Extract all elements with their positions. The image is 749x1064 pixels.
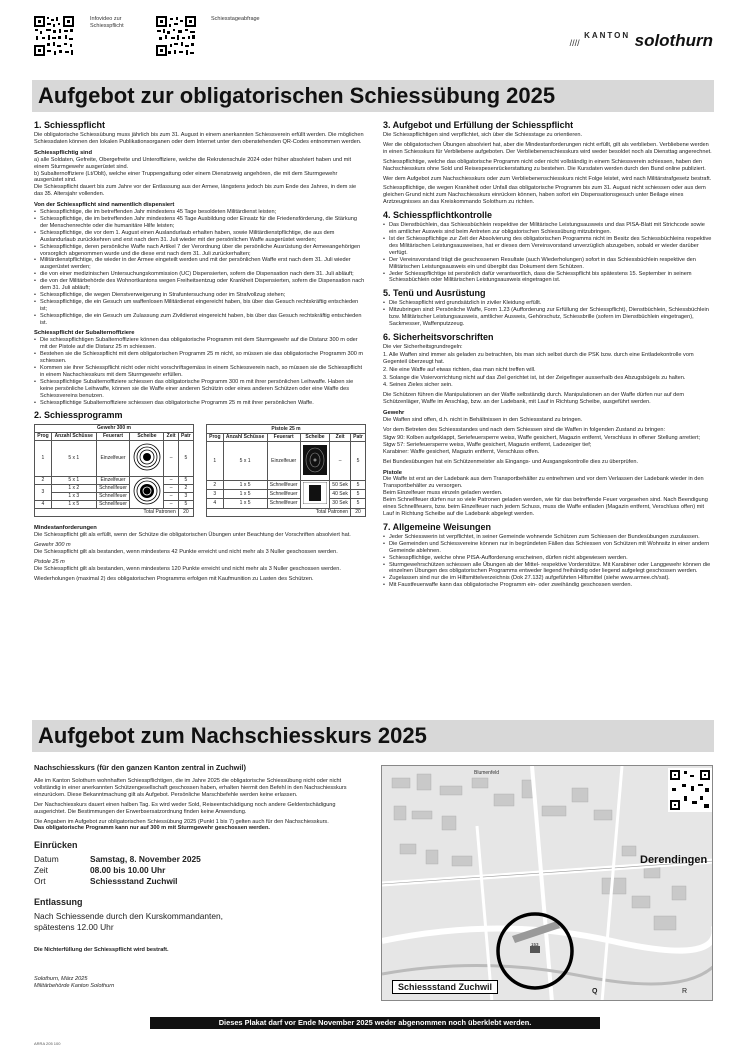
s3-p4: Wer dem Aufgebot zum Nachschiesskurs oder zum Verbliebenenschiesskurs nicht Folge leistet, wird nach Militärstrafgesetz bestraft. xyxy=(383,175,712,182)
col-header: Feuerart xyxy=(96,433,130,441)
target-b-icon xyxy=(133,477,161,505)
val-ort: Schiessstand Zuchwil xyxy=(90,876,178,887)
map-q-label: Q xyxy=(592,988,598,995)
list-item: • Militärdienstpflichtige, die wieder in der Armee eingeteilt werden und mit der persönlichen Waffe erst nach dem 31. Juli wieder ausgerüstet werden; xyxy=(34,257,366,271)
nk-entlassung xyxy=(34,911,364,933)
list-item: • Schiesspflichtige, welche ohne PISA-Aufforderung erscheinen, dürfen nicht abgewiesen werden. xyxy=(383,555,713,562)
col-header: Scheibe xyxy=(300,433,329,441)
cell: Einzelfeuer xyxy=(267,442,300,481)
cell: Schnellfeuer xyxy=(96,501,130,509)
cell: Schnellfeuer xyxy=(96,485,130,493)
list-item: • Die Schiesspflicht wird grundsätzlich in ziviler Kleidung erfüllt. xyxy=(383,300,713,307)
nk-strafe: Die Nichterfüllung der Schiesspflicht wird bestraft. xyxy=(34,947,169,954)
table-row xyxy=(35,485,194,493)
s6-intro: Die vier Sicherheitsgrundregeln: xyxy=(383,343,463,350)
list-item: • die von einer medizinischen Untersuchungskommission (UC) Dispensierten, sofern die Dispensation nach dem 31. Juli abläuft; xyxy=(34,271,366,278)
list-item: 1. Alle Waffen sind immer als geladen zu betrachten, bis man sich selbst durch die PSK bzw. durch eine Entladekontrolle vom Gegenteil überzeugt hat. xyxy=(383,351,694,365)
entl-line-1: Nach Schiessende durch den Kurskommandanten, xyxy=(34,911,224,922)
nk-column xyxy=(34,763,364,993)
cell: Schnellfeuer xyxy=(267,499,300,508)
cell: 20 xyxy=(351,508,366,517)
qr1-label: Infovideo zur Schiesspflicht xyxy=(90,16,124,29)
lbl-ort: Ort xyxy=(34,876,46,887)
cell: 3 xyxy=(178,493,193,501)
s6-title: 6. Sicherheitsvorschriften xyxy=(383,331,494,342)
cell: 1 x 5 xyxy=(223,490,267,499)
map-stand-label: Schiessstand Zuchwil xyxy=(392,980,498,994)
nk-sign1: Solothurn, März 2025 xyxy=(34,976,88,983)
s2-title: 2. Schiessprogramm xyxy=(34,410,123,421)
s6-stgw90: Stgw 90: Kolben aufgeklappt, Seriefeuersperre weiss, Waffe gesichert, Magazin entfernt, Verschluss in offener Stellung arretiert; xyxy=(383,434,701,441)
list-item: • Kommen sie ihrer Schiesspflicht nicht oder nicht vorschriftsgemäss in einem Schiessverein nach, so müssen sie die Schiesspflicht in einem Nachschiesskurs mit dem Sturmgewehr erfüllen. xyxy=(34,365,366,379)
col-header: Zeit xyxy=(330,433,351,441)
logo-solothurn: solothurn xyxy=(634,31,713,50)
table-row xyxy=(207,499,366,508)
s6-gew1: Die Waffen sind offen, d.h. nicht in Behältnissen in den Schiessstand zu bringen. xyxy=(383,417,583,424)
nk-h-einr: Einrücken xyxy=(34,840,78,851)
nk-title: Nachschiesskurs (für den ganzen Kanton zentral in Zuchwil) xyxy=(34,763,246,772)
s6-pis2: Beim Einzelfeuer muss einzeln geladen werden. xyxy=(383,490,503,497)
list-item: • Zugelassen sind nur die im Hilfsmittelverzeichnis (Dok 27.132) aufgeführten Hilfsmittel (siehe www.armee.ch/sat). xyxy=(383,575,713,582)
qr-code-schiesstage[interactable] xyxy=(155,15,197,57)
s1-sub-list xyxy=(34,337,366,406)
table-pistole-25 xyxy=(206,424,366,517)
target-a-cell xyxy=(130,441,164,477)
col-header: Patr xyxy=(178,433,193,441)
s2-h-min: Mindestanforderungen xyxy=(34,525,97,532)
col-header: Prog xyxy=(35,433,52,441)
cell: 1 x 5 xyxy=(223,480,267,489)
table-gewehr-300 xyxy=(34,424,194,517)
list-item: • Schiesspflichtige, die wegen Dienstverweigerung in Strafuntersuchung oder im Strafvollzug stehen; xyxy=(34,292,366,299)
table-row xyxy=(35,477,194,485)
s1-h-sind: Schiesspflichtig sind xyxy=(34,149,92,156)
s4-title: 4. Schiesspflichtkontrolle xyxy=(383,210,493,221)
left-column xyxy=(34,116,366,585)
footer-bar: Dieses Plakat darf vor Ende November 2025 weder abgenommen noch überklebt werden. xyxy=(150,1017,600,1029)
s5-title: 5. Tenü und Ausrüstung xyxy=(383,288,486,299)
table-caption: Pistole 25 m xyxy=(207,425,366,433)
list-item: • Schiesspflichtige, die ein Gesuch um waffenlosen Militärdienst eingereicht haben, bis über das Gesuch rechtskräftig entschieden ist; xyxy=(34,299,366,313)
cell: – xyxy=(164,493,178,501)
cell: 50 Sek xyxy=(330,480,351,489)
s1-sind-a: a) alle Soldaten, Gefreite, Obergefreite und Unteroffiziere, welche die Rekrutenschule 2024 oder früher absolviert haben und mit einem Sturmgewehr ausgerüstet sind. xyxy=(34,156,352,170)
table-total-row xyxy=(207,508,366,517)
cell: 5 xyxy=(351,499,366,508)
s1-intro: Die obligatorische Schiessübung muss jährlich bis zum 31. August in einem anerkannten Schiessverein erfüllt werden. Die möglichen Schiessdaten können den lokalen Publikationsorganen oder dem Internet unter den obenstehenden QR-Codes entnommen werden. xyxy=(34,132,364,145)
cell: 5 xyxy=(178,501,193,509)
cell: 5 x 1 xyxy=(223,442,267,481)
list-item: • Ist der Schiesspflichtige zur Zeit der Absolvierung des obligatorischen Programms nicht im Besitz des Schiessbüchleins respektive des Militärischen Leistungsausweises, hat er dieses dem Vereinsvorstand unverzüglich abzugeben, sobald er wieder darüber verfügt. xyxy=(383,236,713,257)
right-column xyxy=(383,116,713,592)
target-a-icon xyxy=(133,443,161,471)
list-item: • Schiesspflichtige, die im betreffenden Jahr mindestens 45 Tage besoldeten Militärdienst leisten; xyxy=(34,209,366,216)
list-item: • Schiesspflichtige Subalternoffiziere schiessen das obligatorische Programm 25 m mit ihrer persönlichen Waffe. xyxy=(34,400,366,407)
cell: 5 xyxy=(178,441,193,477)
qr-code-video[interactable] xyxy=(33,15,75,57)
list-item: • Jeder Schiesspflichtige ist persönlich dafür verantwortlich, dass die Schiesspflicht bis spätestens 15. September in seinem Schiessbüchlein oder Militärischen Leistungsausweis eingetragen ist. xyxy=(383,271,713,285)
s1-h-sub: Schiesspflicht der Subalternoffiziere xyxy=(34,330,135,337)
s1-disp-list xyxy=(34,209,366,326)
cell: 5 x 1 xyxy=(51,441,96,477)
cell: 5 x 1 xyxy=(51,477,96,485)
cell: 2 xyxy=(35,477,52,485)
table-total-row xyxy=(35,509,194,517)
table-row xyxy=(207,490,366,499)
nk-p1: Alle im Kanton Solothurn wohnhaften Schiesspflichtigen, die im Jahre 2025 die obligatorische Schiessübung nicht oder nicht vollständig in einer anerkannten Schützengesellschaft geschossen haben, erhalten hiermit den Befehl in den Nachschiesskurs einzurücken. Diese Bekanntmachung gilt als Aufgebot. Persönliche Marschbefehle werden keine erlassen. xyxy=(34,778,347,798)
cell: 3 xyxy=(207,490,224,499)
cell: Einzelfeuer xyxy=(96,441,130,477)
nk-p3b: Das obligatorische Programm kann nur auf 300 m mit Sturmgewehr geschossen werden. xyxy=(34,825,270,832)
banner-title-1: Aufgebot zur obligatorischen Schiessübung 2025 xyxy=(38,83,556,108)
s6-stgw57: Stgw 57: Seriefeuersperre weiss, Waffe gesichert, Magazin entfernt, Ladezeiger tief; xyxy=(383,441,592,448)
print-code: ARRA 205 100 xyxy=(34,1041,61,1046)
s6-p1: Die Schützen führen die Manipulationen an der Waffe selbständig durch. Manipulationen an der Waffe dürfen nur auf dem Schützenläger, Waffe im Anschlag, bzw. an der Ladebank, mit Lauf in Richtung Scheibe, ausgeführt werden. xyxy=(383,392,685,406)
col-header: Feuerart xyxy=(267,433,300,441)
cell: 20 xyxy=(178,509,193,517)
table-row xyxy=(35,493,194,501)
list-item: • Schiesspflichtige, die ein Gesuch um Zulassung zum Zivildienst eingereicht haben, bis über das Gesuch rechtskräftig entschieden ist. xyxy=(34,313,366,327)
list-item: • Schiesspflichtige, deren persönliche Waffe nach Artikel 7 der Verordnung über die persönliche Ausrüstung der Armeeangehörigen vorsorglich abgenommen wurde und die diese erst nach dem 31. Juli zurückerhalten; xyxy=(34,244,366,258)
target-b-cell xyxy=(130,477,164,509)
nk-sign2: Militärbehörde Kanton Solothurn xyxy=(34,983,115,990)
cell: 5 xyxy=(178,477,193,485)
logo-kanton: KANTON xyxy=(584,31,631,40)
target-p2-cell xyxy=(300,480,329,508)
table-row xyxy=(35,441,194,477)
s6-h-gew: Gewehr xyxy=(383,410,405,417)
target-pistol-icon xyxy=(303,445,327,475)
banner-obligatorisch xyxy=(32,80,714,112)
cell: 3 xyxy=(35,485,52,501)
schiessprogramm-tables xyxy=(34,424,366,517)
s2-wdh: Wiederholungen (maximal 2) des obligatorischen Programms erfolgen mit Kaufmunition zu Lasten des Schützen. xyxy=(34,575,314,582)
s1-sind-b: b) Subalternoffiziere (Lt/Oblt), welche einer Truppengattung oder einem Dienstzweig angehören, die mit dem Sturmgewehr ausgerüstet sind. xyxy=(34,170,338,184)
cell: 4 xyxy=(207,499,224,508)
s7-list xyxy=(383,534,713,589)
cell: 2 xyxy=(207,480,224,489)
s5-list xyxy=(383,300,713,328)
cell: 1 x 3 xyxy=(51,493,96,501)
s3-title: 3. Aufgebot und Erfüllung der Schiesspflicht xyxy=(383,120,574,130)
table-row xyxy=(35,501,194,509)
s4-list xyxy=(383,222,713,284)
s3-p3: Schiesspflichtige, welche das obligatorische Programm nicht oder nicht vollständig in einem Schiessverein schiessen, haben den Nachschiesskurs ohne Sold und Reisespesenrückerstattung zu bestehen. Die Kursdaten werden durch den Bund online publiziert. xyxy=(383,158,706,172)
map-schiessstand[interactable] xyxy=(381,765,713,1001)
cell: 2 xyxy=(178,485,193,493)
col-header: Anzahl Schüsse xyxy=(223,433,267,441)
nk-p3: Die Angaben im Aufgebot zur obligatorischen Schiessübung 2025 (Punkt 1 bis 7) gelten auch für den Nachschiesskurs. xyxy=(34,818,329,825)
list-item: • die von der Militärbehörde des Wohnortkantons wegen Freiheitsentzug oder Krankheit Dispensierten, sofern die Dispensation nach dem 31. Juli abläuft; xyxy=(34,278,366,292)
s3-p5: Schiesspflichtige, die wegen Krankheit oder Unfall das obligatorische Programm bis zum 31. August nicht schiessen oder aus dem gleichen Grund nicht zum Nachschiesskurs einrücken können, haben sofort ein Dispensationsgesuch unter Beilage eines Arztzeugnisses an das Kreiskommando Solothurn zu richten. xyxy=(383,185,706,206)
s6-rules xyxy=(383,352,713,390)
banner-nachschiesskurs xyxy=(32,720,714,752)
map-derendingen: Derendingen xyxy=(640,854,708,866)
val-zeit: 08.00 bis 10.00 Uhr xyxy=(90,865,166,876)
s2-p25: Die Schiesspflicht gilt als bestanden, wenn mindestens 120 Punkte erreicht und nicht mehr als 3 Nuller geschossen werden. xyxy=(34,565,341,572)
col-header: Zeit xyxy=(164,433,178,441)
list-item: • Bestehen sie die Schiesspflicht mit dem obligatorischen Programm 25 m nicht, so müssen sie das obligatorische Programm 300 m schiessen. xyxy=(34,351,366,365)
list-item: 4. Seines Zieles sicher sein. xyxy=(383,382,453,389)
cell: – xyxy=(330,442,351,481)
col-header: Anzahl Schüsse xyxy=(51,433,96,441)
nk-p2: Der Nachschiesskurs dauert einen halben Tag. Es wird weder Sold, Reiseentschädigung noch andere Geldentschädigung ausgerichtet. Die Bestimmungen der Erwerbsersatzordnung finden keine Anwendung. xyxy=(34,801,336,815)
list-item: • Die schiesspflichtigen Subalternoffiziere können das obligatorische Programm mit dem Sturmgewehr auf die Distanz 300 m oder mit der Pistole auf die Distanz 25 m schiessen. xyxy=(34,337,366,351)
list-item: 3. Solange die Visiervorrichtung nicht auf das Ziel gerichtet ist, ist der Zeigefinger ausserhalb des Abzugsbügels zu halten. xyxy=(383,374,686,381)
list-item: • Schiesspflichtige, die im betreffenden Jahr mindestens 45 Tage Ausbildung oder Einsatz für die Friedensförderung, die Stärkung der Menschenrechte oder die humanitäre Hilfe leisten; xyxy=(34,216,366,230)
cell: 5 xyxy=(351,442,366,481)
cell: – xyxy=(164,501,178,509)
kanton-logo xyxy=(570,31,713,51)
s6-pis3: Beim Schnellfeuer dürfen nur so viele Patronen geladen werden, wie für das betreffende Feuer vorgesehen sind. Nach Beendigung eines Schnellfeuers, bzw. beim Einzelfeuer nach jedem Schuss, muss die Waffe entladen (Magazin entfernt, Verschluss offen) mit Lauf in Richtung Scheibe auf die Ladebank abgelegt werden. xyxy=(383,497,708,517)
cell: 1 x 5 xyxy=(51,501,96,509)
s2-p25-h: Pistole 25 m xyxy=(34,558,65,565)
s1-title: 1. Schiesspflicht xyxy=(34,120,106,130)
s6-h-pis: Pistole xyxy=(383,469,403,476)
table-row xyxy=(207,480,366,489)
target-p-cell xyxy=(300,442,329,481)
cell: 40 Sek xyxy=(330,490,351,499)
cell: – xyxy=(164,485,178,493)
s2-min-intro: Die Schiesspflicht gilt als erfüllt, wenn der Schütze die obligatorischen Übungen unter Beachtung der Vorschriften absolviert hat. xyxy=(34,531,351,538)
s6-gew2: Vor dem Betreten des Schiessstandes und nach dem Schiessen sind die Waffen in folgenden Zustand zu bringen: xyxy=(383,427,666,433)
s2-g300: Die Schiesspflicht gilt als bestanden, wenn mindestens 42 Punkte erreicht und nicht mehr als 3 Nuller geschossen werden. xyxy=(34,548,338,555)
lbl-zeit: Zeit xyxy=(34,865,48,876)
entl-line-2: spätestens 12.00 Uhr xyxy=(34,922,114,933)
list-item: • Der Vereinsvorstand trägt die geschossenen Resultate (auch Wiederholungen) sofort in das Schiessbüchlein respektive den Militärischen Leistungsausweis ein und übergibt das Dokument dem Schützen. xyxy=(383,257,713,271)
cell: Schnellfeuer xyxy=(267,480,300,489)
list-item: • Schiesspflichtige, die vor dem 1. August einen Auslandurlaub erhalten haben, sowie Militärdienstpflichtige, die aus dem Auslandurlaub zurückkehren und erst nach dem 31. Juli wieder mit der persönlichen Waffe ausgerüstet werden; xyxy=(34,230,366,244)
cell: 1 xyxy=(207,442,224,481)
list-item: • Die Gemeinden und Schiessvereine können nur in begründeten Fällen das Schiessen von Schützen mit Wohnsitz in einer andern Gemeinde ablehnen. xyxy=(383,541,713,555)
cell: Einzelfeuer xyxy=(96,477,130,485)
nk-h-entl: Entlassung xyxy=(34,897,83,908)
list-item: • Sturmgewehrschützen schiessen alle Übungen ab der Mittel- respektive Vorderstütze. Mit Karabiner oder Langgewehr können die einzelnen Übungen des obligatorischen Programms entweder liegend freihändig oder liegend aufgelegt geschossen werden. xyxy=(383,562,713,576)
s6-gew3: Bei Bundesübungen hat ein Schützenmeister als Eingangs- und Ausgangskontrolle dies zu überprüfen. xyxy=(383,458,638,465)
s6-karabiner: Karabiner: Waffe gesichert, Magazin entfernt, Verschluss offen. xyxy=(383,448,540,455)
cell: 1 x 2 xyxy=(51,485,96,493)
cell: 1 xyxy=(35,441,52,477)
col-header: Scheibe xyxy=(130,433,164,441)
map-street-label: Blumenfeld xyxy=(474,770,500,776)
cell: Total Patronen xyxy=(207,508,351,517)
col-header: Prog xyxy=(207,433,224,441)
target-pistol-schnell-icon xyxy=(303,482,327,504)
cell: Total Patronen xyxy=(35,509,179,517)
map-graphic xyxy=(382,766,713,1001)
list-item: • Mitzubringen sind: Persönliche Waffe, Form 1.23 (Aufforderung zur Erfüllung der Schiesspflicht), Dienstbüchlein, Schiessbüchlein bzw. Militärischer Leistungsausweis, amtlicher Ausweis, Gehörschutz, Schiessbrille (sofern im Dienstbüchlein eingetragen), Sackmesser, Waffenputzzeug. xyxy=(383,307,713,328)
table-caption: Gewehr 300 m xyxy=(35,425,194,433)
map-r-label: R xyxy=(682,988,688,995)
cell: 5 xyxy=(351,490,366,499)
col-header: Patr xyxy=(351,433,366,441)
cell: 1 x 5 xyxy=(223,499,267,508)
cell: 4 xyxy=(35,501,52,509)
s1-sind-c: Die Schiesspflicht dauert bis zum Jahre vor der Entlassung aus der Armee, längstens jedoch bis zum Ende des Jahres, in dem sie das 35. Altersjahr vollenden. xyxy=(34,184,357,198)
s3-p2: Wer die obligatorischen Übungen absolviert hat, aber die Mindestanforderungen nicht erfüllt, gilt als verblieben. Verbliebene werden in einen Schiesskurs für Verbliebene aufgeboten. Der Verbliebenenschiesskurs wird weder besoldet noch als Diensttag angerechnet. xyxy=(383,141,712,155)
banner-title-2: Aufgebot zum Nachschiesskurs 2025 xyxy=(38,723,427,748)
s6-pis1: Die Waffe ist erst an der Ladebank aus dem Transportbehälter zu entnehmen und vor dem Verlassen der Ladebank wieder in den Transportbehälter zu versorgen. xyxy=(383,476,704,490)
nk-einruecken xyxy=(34,854,364,887)
table-row xyxy=(207,442,366,481)
cell: – xyxy=(164,441,178,477)
list-item: • Das Dienstbüchlein, das Schiessbüchlein respektive der Militärische Leistungsausweis und das PISA-Blatt mit Strichcode sowie ein amtlicher Ausweis sind beim Antreten zur obligatorischen Schiessübung mitzubringen. xyxy=(383,222,713,236)
cell: – xyxy=(164,477,178,485)
val-datum: Samstag, 8. November 2025 xyxy=(90,854,201,865)
logo-bars-icon: //// xyxy=(569,38,580,48)
cell: Schnellfeuer xyxy=(267,490,300,499)
list-item: • Jeder Schiesswerin ist verpflichtet, in seiner Gemeinde wohnende Schützen zum Schiessen der Bundesübungen zuzulassen. xyxy=(383,534,713,541)
map-number-label: 153 xyxy=(531,942,539,947)
list-item: 2. Nie eine Waffe auf etwas richten, das man nicht treffen will. xyxy=(383,366,536,373)
cell: 30 Sek xyxy=(330,499,351,508)
cell: Schnellfeuer xyxy=(96,493,130,501)
s1-h-disp: Von der Schiesspflicht sind namentlich dispensiert xyxy=(34,202,175,209)
qr2-label: Schiesstageabfrage xyxy=(211,16,260,22)
cell: 5 xyxy=(351,480,366,489)
list-item: • Mit Faustfeuerwaffe kann das obligatorische Programm ein- oder zweihändig geschossen werden. xyxy=(383,582,713,589)
s7-title: 7. Allgemeine Weisungen xyxy=(383,521,492,532)
s3-p1: Die Schiesspflichtigen sind verpflichtet, sich über die Schiesstage zu orientieren. xyxy=(383,132,582,138)
s2-g300-h: Gewehr 300 m xyxy=(34,541,71,548)
list-item: • Schiesspflichtige Subalternoffiziere schiessen das obligatorische Programm 300 m mit ihrer persönlichen Leihwaffe. Haben sie keine persönliche Leihwaffe, können sie die Waffe einer anderen Schützin oder eines anderen Schützen oder eine Waffe des Schiessvereins benutzen. xyxy=(34,379,366,400)
lbl-datum: Datum xyxy=(34,854,59,865)
